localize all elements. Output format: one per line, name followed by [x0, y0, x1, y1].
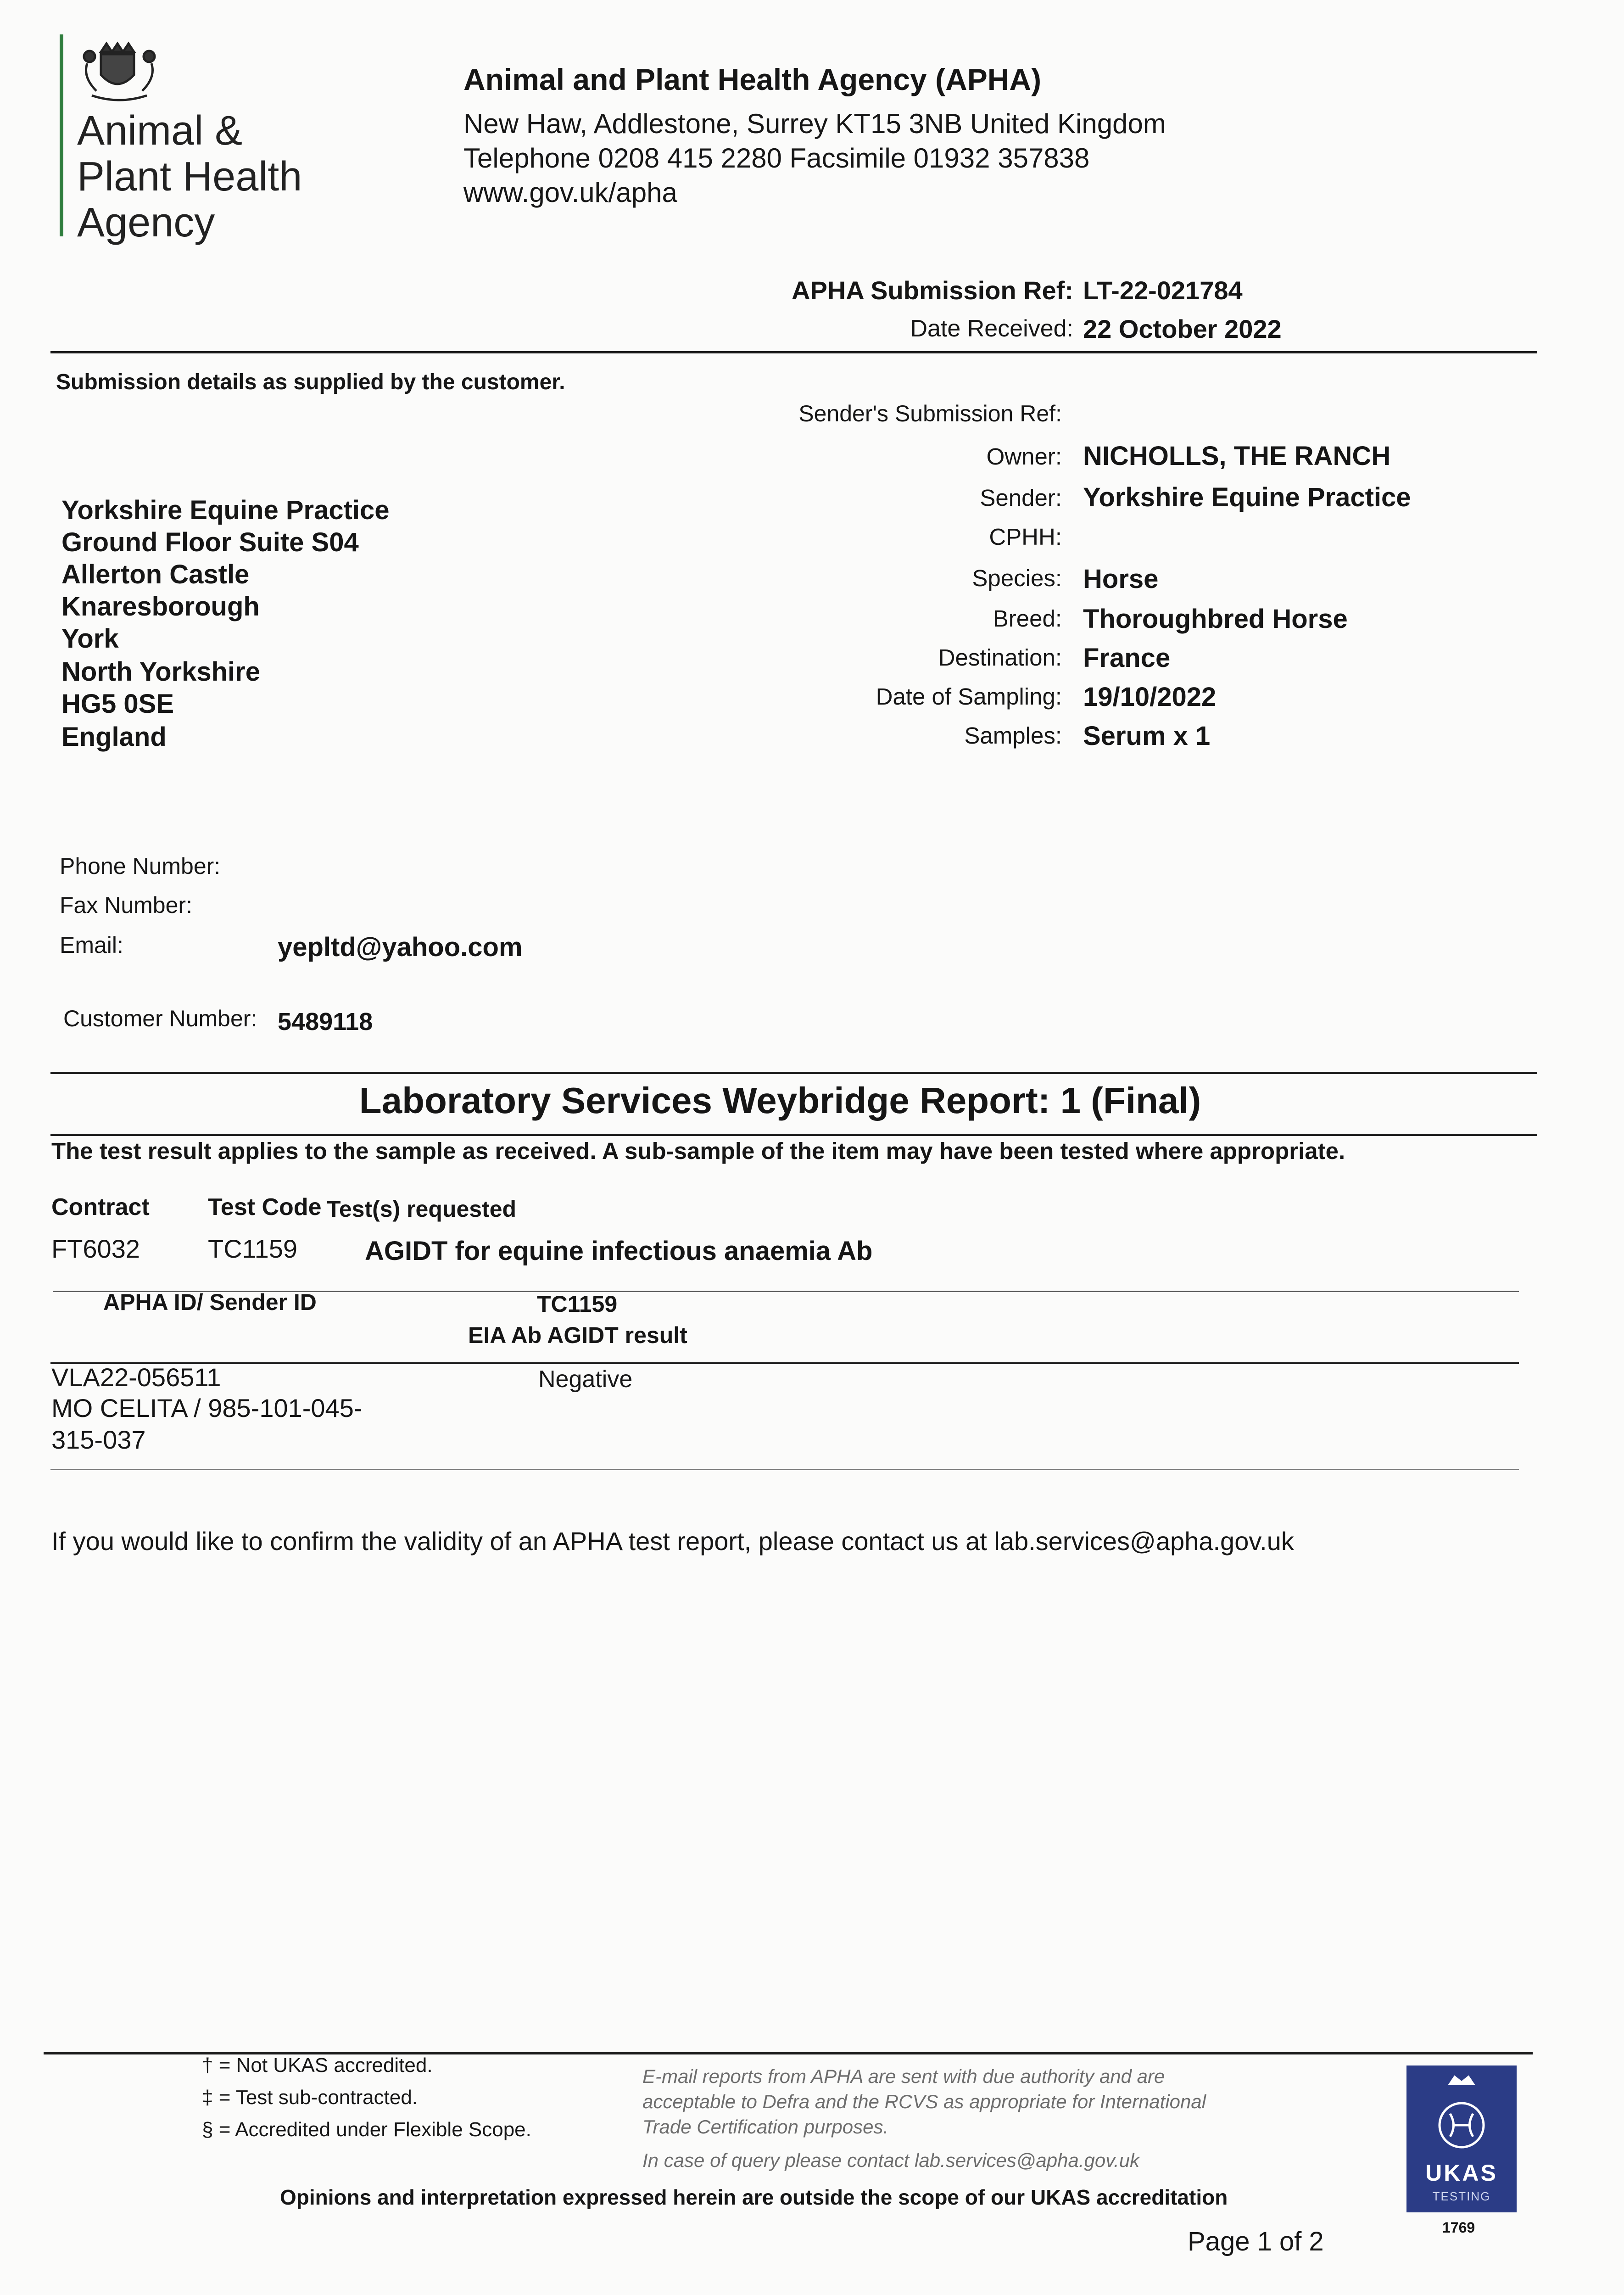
destination-value: France — [1083, 643, 1171, 673]
address-line-8: England — [61, 722, 167, 752]
result-value: Negative — [538, 1366, 633, 1393]
divider — [50, 1072, 1537, 1074]
customer-number-value: 5489118 — [278, 1008, 373, 1036]
ukas-crown-icon — [1406, 2066, 1517, 2166]
submission-ref-label: APHA Submission Ref: — [792, 276, 1073, 305]
ukas-testing-label: TESTING — [1432, 2189, 1491, 2203]
sender-submission-ref-label: Sender's Submission Ref: — [798, 401, 1062, 426]
contract-header: Contract — [51, 1194, 150, 1220]
email-label: Email: — [60, 932, 123, 958]
ukas-opinions-note: Opinions and interpretation expressed herein are outside the scope of our UKAS accreditation — [280, 2185, 1228, 2209]
ukas-logo — [1406, 2066, 1517, 2212]
apha-id-value: VLA22-056511 — [51, 1363, 221, 1392]
report-title: Laboratory Services Weybridge Report: 1 (Final) — [359, 1080, 1201, 1121]
test-code-value: TC1159 — [208, 1234, 298, 1263]
address-line-3: Allerton Castle — [61, 560, 250, 589]
validity-note: If you would like to confirm the validity of an APHA test report, please contact us at lab.services@apha.gov.uk — [51, 1527, 1294, 1556]
ukas-number: 1769 — [1442, 2219, 1475, 2236]
date-of-sampling-label: Date of Sampling: — [876, 683, 1062, 710]
address-line-4: Knaresborough — [61, 592, 260, 621]
owner-value: NICHOLLS, THE RANCH — [1083, 441, 1391, 471]
divider — [50, 1362, 1519, 1364]
tests-requested-value: AGIDT for equine infectious anaemia Ab — [365, 1236, 873, 1266]
email-note-line-1: E-mail reports from APHA are sent with due authority and are — [642, 2066, 1165, 2087]
samples-value: Serum x 1 — [1083, 721, 1211, 751]
species-label: Species: — [972, 565, 1062, 591]
result-code-header: TC1159 — [537, 1291, 618, 1317]
owner-label: Owner: — [986, 443, 1062, 470]
address-line-7: HG5 0SE — [61, 689, 174, 719]
logo-text-line-1: Animal & — [77, 108, 243, 154]
fax-number-label: Fax Number: — [60, 892, 192, 918]
email-note-line-3: Trade Certification purposes. — [642, 2116, 889, 2138]
test-code-header: Test Code — [208, 1194, 322, 1220]
email-note-line-2: acceptable to Defra and the RCVS as appropriate for International — [642, 2091, 1206, 2112]
apha-id-header: APHA ID/ Sender ID — [103, 1289, 317, 1315]
cphh-label: CPHH: — [989, 524, 1062, 550]
tests-requested-header: Test(s) requested — [327, 1196, 517, 1222]
address-line-1: Yorkshire Equine Practice — [61, 495, 390, 525]
sender-id-value-line-1: MO CELITA / 985-101-045- — [51, 1394, 363, 1422]
agency-name: Animal and Plant Health Agency (APHA) — [463, 62, 1042, 96]
address-line-6: North Yorkshire — [61, 657, 260, 687]
sender-label: Sender: — [980, 485, 1062, 511]
agency-address: New Haw, Addlestone, Surrey KT15 3NB United Kingdom — [463, 108, 1166, 139]
date-of-sampling-value: 19/10/2022 — [1083, 682, 1217, 712]
species-value: Horse — [1083, 564, 1159, 594]
submission-details-note: Submission details as supplied by the customer. — [56, 370, 565, 394]
page-number: Page 1 of 2 — [1188, 2227, 1324, 2256]
logo-text-line-3: Agency — [77, 200, 215, 246]
logo-text-line-2: Plant Health — [77, 154, 302, 200]
sender-id-value-line-2: 315-037 — [51, 1425, 146, 1454]
email-value[interactable]: yepltd@yahoo.com — [278, 932, 523, 962]
contract-value: FT6032 — [51, 1234, 140, 1263]
address-line-5: York — [61, 624, 119, 654]
breed-value: Thoroughbred Horse — [1083, 604, 1348, 634]
agency-website[interactable]: www.gov.uk/apha — [463, 177, 677, 208]
divider — [50, 1134, 1537, 1136]
destination-label: Destination: — [938, 644, 1062, 671]
address-line-2: Ground Floor Suite S04 — [61, 527, 359, 557]
samples-label: Samples: — [964, 722, 1062, 749]
sender-value: Yorkshire Equine Practice — [1083, 482, 1411, 512]
customer-number-label: Customer Number: — [63, 1006, 257, 1031]
agency-telephone: Telephone 0208 415 2280 Facsimile 01932 357838 — [463, 143, 1090, 174]
result-desc-header: EIA Ab AGIDT result — [468, 1322, 687, 1348]
query-note: In case of query please contact lab.services@apha.gov.uk — [642, 2149, 1140, 2171]
footnote-not-accredited: † = Not UKAS accredited. — [202, 2054, 433, 2077]
logo-bar — [60, 34, 63, 236]
phone-number-label: Phone Number: — [60, 853, 221, 879]
date-received-label: Date Received: — [910, 315, 1073, 342]
divider — [50, 1469, 1519, 1470]
divider — [50, 351, 1537, 353]
report-disclaimer: The test result applies to the sample as received. A sub-sample of the item may have been tested where appropriate. — [51, 1138, 1345, 1164]
breed-label: Breed: — [993, 605, 1062, 632]
date-received-value: 22 October 2022 — [1083, 314, 1282, 343]
royal-crest-icon — [73, 36, 165, 105]
footnote-sub-contracted: ‡ = Test sub-contracted. — [202, 2086, 418, 2109]
ukas-label: UKAS — [1425, 2160, 1498, 2186]
footnote-flexible-scope: § = Accredited under Flexible Scope. — [202, 2118, 531, 2141]
submission-ref-value: LT-22-021784 — [1083, 276, 1243, 305]
